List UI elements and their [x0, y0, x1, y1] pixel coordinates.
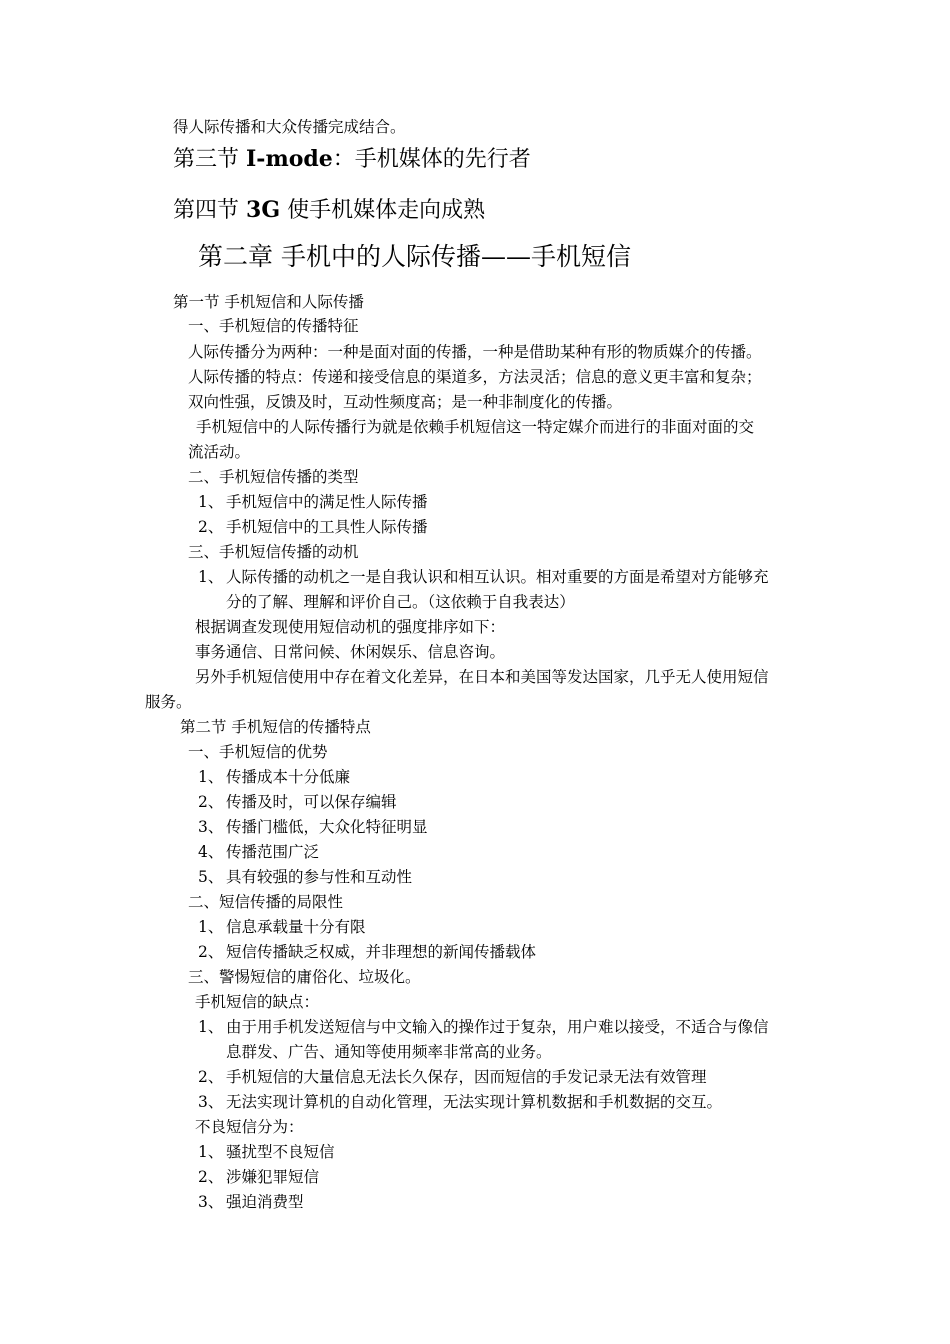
list-item	[198, 1142, 335, 1162]
paragraph-line: 手机短信中的人际传播行为就是依赖手机短信这一特定媒介而进行的非面对面的交	[196, 418, 755, 436]
paragraph-line: 流活动。	[188, 443, 251, 461]
paragraph-line: 得人际传播和大众传播完成结合。	[173, 118, 406, 136]
paragraph-line: 人际传播分为两种：一种是面对面的传播，一种是借助某种有形的物质媒介的传播。	[188, 343, 762, 361]
list-number: 1、	[198, 1018, 224, 1036]
section-title: 使手机媒体走向成熟	[287, 198, 486, 223]
list-item	[198, 1092, 722, 1112]
list-item-text: 由于用手机发送短信与中文输入的操作过于复杂，用户难以接受，不适合与像信	[226, 1018, 769, 1036]
list-number: 3、	[198, 1093, 224, 1111]
list-item	[198, 792, 397, 812]
paragraph-line: 另外手机短信使用中存在着文化差异，在日本和美国等发达国家，几乎无人使用短信	[195, 668, 769, 686]
section-heading-3	[173, 145, 531, 174]
list-item	[198, 492, 428, 512]
subsection-heading: 一、手机短信的优势	[188, 743, 328, 761]
list-number: 1、	[198, 918, 224, 936]
list-number: 1、	[198, 768, 224, 786]
section-heading: 第二节 手机短信的传播特点	[180, 718, 371, 736]
list-number: 2、	[198, 518, 224, 536]
list-item-text: 无法实现计算机的自动化管理，无法实现计算机数据和手机数据的交互。	[226, 1093, 723, 1111]
list-item	[198, 517, 428, 537]
list-item-text: 手机短信中的满足性人际传播	[226, 493, 428, 511]
list-item	[198, 1167, 319, 1187]
list-item	[198, 867, 412, 887]
section-heading-4	[173, 196, 485, 225]
list-number: 2、	[198, 943, 224, 961]
section-heading: 第一节 手机短信和人际传播	[173, 293, 364, 311]
paragraph-line: 不良短信分为：	[195, 1118, 304, 1136]
subsection-heading: 三、警惕短信的庸俗化、垃圾化。	[188, 968, 421, 986]
list-item	[198, 567, 769, 587]
section-title: ：手机媒体的先行者	[332, 147, 531, 172]
section-prefix: 第四节	[173, 198, 240, 223]
list-item-text: 传播门槛低，大众化特征明显	[226, 818, 428, 836]
list-item-text: 具有较强的参与性和互动性	[226, 868, 413, 886]
section-bold-term: I-mode	[246, 146, 333, 172]
list-item-text: 信息承载量十分有限	[226, 918, 366, 936]
paragraph-line: 根据调查发现使用短信动机的强度排序如下：	[195, 618, 506, 636]
subsection-heading: 一、手机短信的传播特征	[188, 317, 359, 335]
paragraph-line: 人际传播的特点：传递和接受信息的渠道多，方法灵活；信息的意义更丰富和复杂；	[188, 368, 762, 386]
list-item	[198, 1017, 769, 1037]
list-item-text: 传播成本十分低廉	[226, 768, 351, 786]
list-number: 5、	[198, 868, 224, 886]
list-item	[198, 817, 428, 837]
paragraph-line: 双向性强，反馈及时，互动性频度高；是一种非制度化的传播。	[188, 393, 623, 411]
chapter-title: 第二章 手机中的人际传播——手机短信	[198, 242, 631, 271]
list-item-text: 传播范围广泛	[226, 843, 320, 861]
list-number: 2、	[198, 793, 224, 811]
list-number: 4、	[198, 843, 224, 861]
list-item	[198, 1067, 707, 1087]
list-item	[198, 1192, 304, 1212]
list-item	[198, 767, 350, 787]
paragraph-line: 事务通信、日常问候、休闲娱乐、信息咨询。	[195, 643, 506, 661]
section-prefix: 第三节	[173, 147, 240, 172]
list-item	[198, 842, 319, 862]
paragraph-line: 服务。	[145, 693, 192, 711]
list-item-continued: 息群发、广告、通知等使用频率非常高的业务。	[226, 1043, 552, 1061]
list-number: 2、	[198, 1068, 224, 1086]
list-item-text: 骚扰型不良短信	[226, 1143, 335, 1161]
list-item	[198, 917, 366, 937]
section-bold-term: 3G	[246, 197, 281, 223]
list-item-text: 手机短信中的工具性人际传播	[226, 518, 428, 536]
list-item-text: 人际传播的动机之一是自我认识和相互认识。相对重要的方面是希望对方能够充	[226, 568, 769, 586]
list-number: 3、	[198, 818, 224, 836]
subsection-heading: 二、短信传播的局限性	[188, 893, 344, 911]
paragraph-line: 手机短信的缺点：	[195, 993, 320, 1011]
list-item-text: 涉嫌犯罪短信	[226, 1168, 320, 1186]
list-number: 1、	[198, 1143, 224, 1161]
list-item-text: 强迫消费型	[226, 1193, 304, 1211]
list-item-text: 传播及时，可以保存编辑	[226, 793, 397, 811]
list-item-text: 短信传播缺乏权威，并非理想的新闻传播载体	[226, 943, 537, 961]
list-number: 3、	[198, 1193, 224, 1211]
list-item	[198, 942, 536, 962]
list-item-text: 手机短信的大量信息无法长久保存，因而短信的手发记录无法有效管理	[226, 1068, 707, 1086]
list-number: 2、	[198, 1168, 224, 1186]
subsection-heading: 二、手机短信传播的类型	[188, 468, 359, 486]
subsection-heading: 三、手机短信传播的动机	[188, 543, 359, 561]
list-item-continued: 分的了解、理解和评价自己。（这依赖于自我表达）	[226, 593, 575, 611]
list-number: 1、	[198, 493, 224, 511]
list-number: 1、	[198, 568, 224, 586]
